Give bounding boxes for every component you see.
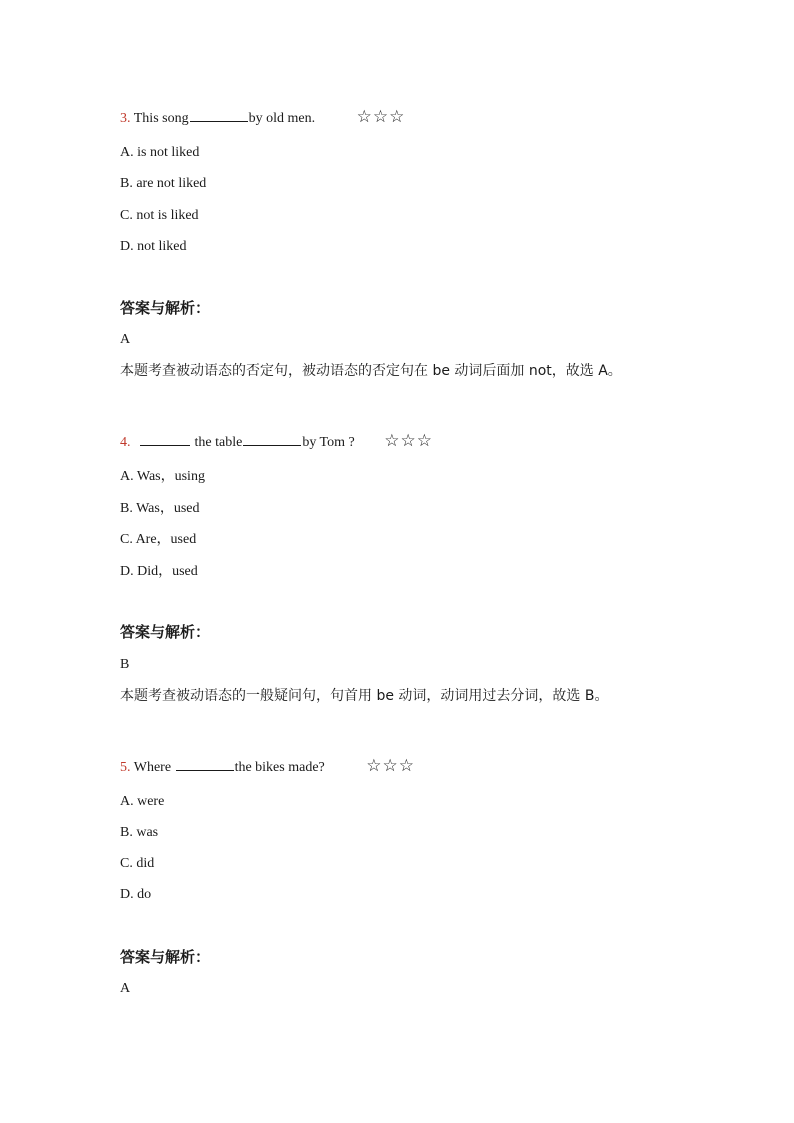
answer-explanation: 本题考查被动语态的一般疑问句，句首用 be 动词，动词用过去分词，故选 B。 (120, 688, 609, 704)
answer-heading: 答案与解析： (120, 948, 211, 966)
option-c: C. Are，used (120, 532, 197, 547)
option-d: D. not liked (120, 239, 187, 254)
option-b: B. Was，used (120, 501, 200, 516)
difficulty-stars-icon: ☆☆☆ (366, 756, 415, 776)
answer-blank (190, 109, 248, 122)
answer-blank (176, 758, 234, 771)
option-a: A. Was，using (120, 469, 205, 484)
question-text: the table (194, 435, 243, 450)
option-a: A. were (120, 794, 165, 809)
option-c: C. not is liked (120, 208, 199, 223)
difficulty-stars-icon: ☆☆☆ (384, 431, 433, 451)
question-text: the bikes made? (234, 760, 325, 775)
answer-blank (140, 433, 190, 446)
question-number: 3. (120, 111, 131, 126)
question-text: This song (133, 111, 189, 126)
question-3-stem (120, 108, 405, 128)
answer-heading: 答案与解析： (120, 623, 211, 641)
option-b: B. are not liked (120, 176, 207, 191)
question-number: 5. (120, 760, 131, 775)
difficulty-stars-icon: ☆☆☆ (356, 107, 406, 127)
option-c: C. did (120, 856, 155, 871)
question-5-stem (120, 757, 415, 777)
answer-value: A (120, 332, 131, 347)
answer-explanation: 本题考查被动语态的否定句，被动语态的否定句在 be 动词后面加 not，故选 A。 (120, 363, 622, 379)
answer-blank (243, 433, 301, 446)
option-d: D. Did，used (120, 564, 198, 579)
question-text: Where (133, 760, 172, 775)
answer-heading: 答案与解析： (120, 299, 211, 317)
option-b: B. was (120, 825, 159, 840)
question-number: 4. (120, 435, 131, 450)
question-text: by Tom ? (302, 435, 355, 450)
option-d: D. do (120, 887, 152, 902)
question-4-stem (120, 432, 433, 452)
answer-value: A (120, 981, 131, 996)
option-a: A. is not liked (120, 145, 200, 160)
question-text: by old men. (248, 111, 316, 126)
answer-value: B (120, 657, 130, 672)
